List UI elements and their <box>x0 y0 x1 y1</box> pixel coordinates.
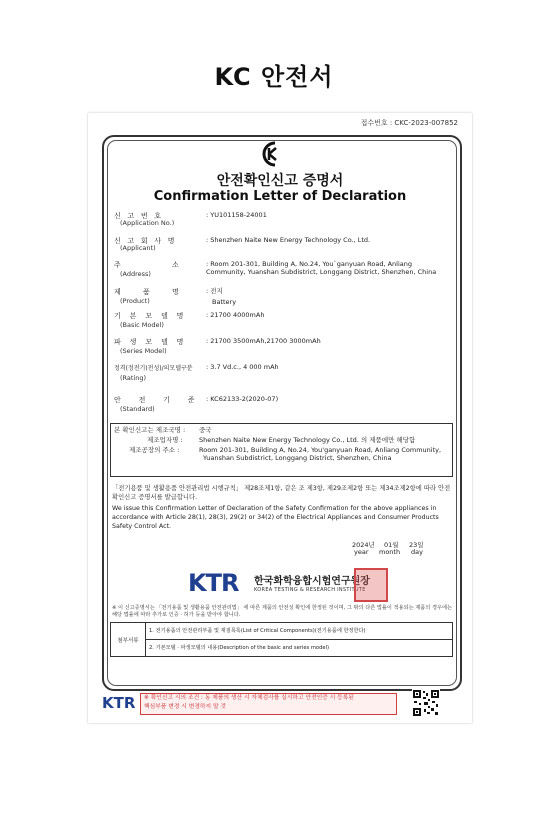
country-value: 중국 <box>199 426 212 434</box>
maker-value: Shenzhen Naite New Energy Technology Co., Ltd. 의 제품에만 해당함 <box>199 436 416 444</box>
product-label: 제 품 명 <box>114 288 179 296</box>
condition-line-1: ※ 확인신고 시의 조건 : 동 제품의 생산 시 자체검사를 실시하고 안전인증 시 등록된 <box>144 695 354 701</box>
series-model-value: : 21700 3500mAh,21700 3000mAh <box>206 337 321 345</box>
application-no-label-en: (Application No.) <box>120 219 175 227</box>
legal-paragraph-english: We issue this Confirmation Letter of Declaration of the Safety Confirmation for the above appliances in accordance with Article 28(1), 28(3), 29(2) or 34(2) of the Electrical Appliances and Consumer Products Safety Control Act. <box>112 505 439 530</box>
standard-value: : KC62133-2(2020-07) <box>206 395 279 403</box>
rating-label-en: (Rating) <box>120 374 147 382</box>
qr-code-icon <box>412 689 440 717</box>
date-month-en: month <box>379 548 401 556</box>
ktr-logo: KTR <box>188 569 239 597</box>
application-no-label: 신 고 번 호 <box>114 212 162 220</box>
factory-address-label: 제조공장의 주소 : <box>129 446 180 454</box>
series-model-label-en: (Series Model) <box>120 347 167 355</box>
address-label: 주 소 <box>114 261 179 269</box>
condition-notice <box>140 693 397 715</box>
footer-ktr-logo: KTR <box>102 694 136 712</box>
manufacturer-box <box>110 423 453 477</box>
date-day: 23일 <box>409 541 424 549</box>
attachments-label: 첨부서류 <box>111 623 146 656</box>
certificate-title-korean: 안전확인신고 증명서 <box>216 173 344 189</box>
maker-label: 제조업자명 : <box>147 436 183 444</box>
issuer-name-korean: 한국화학융합시험연구원장 <box>254 576 370 587</box>
rating-value: : 3.7 Vd.c., 4 000 mAh <box>206 363 279 371</box>
date-year: 2024년 <box>352 541 375 549</box>
address-label-en: (Address) <box>120 270 151 278</box>
factory-address-line1: Room 201-301, Building A, No.24, You'ganyuan Road, Anliang Community, <box>199 446 442 454</box>
certificate-title-english: Confirmation Letter of Declaration <box>153 189 407 204</box>
basic-model-label: 기 본 모 델 명 <box>114 312 184 320</box>
legal-note: ※ 이 신고증명서는 「전기용품 및 생활용품 안전관리법」 에 따른 제품의 안전성 확인에 한정된 것이며, 그 밖의 다른 법률이 적용되는 제품의 경우에는 해당 법률에 따라 추가로 인증 · 허가 등을 받아야 합니다. <box>112 605 452 618</box>
basic-model-label-en: (Basic Model) <box>120 321 164 329</box>
product-value: : 전지 <box>206 287 223 295</box>
series-model-label: 파 생 모 델 명 <box>114 338 184 346</box>
page-title: KC 안전서 <box>214 63 334 91</box>
country-label: 본 확인신고는 제조국명 : <box>114 426 186 434</box>
applicant-label-en: (Applicant) <box>120 244 156 252</box>
date-year-en: year <box>354 548 369 556</box>
attachments-table <box>110 622 453 657</box>
product-label-en: (Product) <box>120 297 150 305</box>
date-month: 01월 <box>384 541 399 549</box>
certificate-document <box>88 113 472 723</box>
product-value-en: Battery <box>212 298 237 306</box>
basic-model-value: : 21700 4000mAh <box>206 311 265 319</box>
issuer-name-english: KOREA TESTING & RESEARCH INSTITUTE <box>254 587 366 593</box>
receipt-number: 접수번호 : CKC-2023-007852 <box>360 119 458 127</box>
standard-label-en: (Standard) <box>120 405 155 413</box>
legal-paragraph-korean: 「전기용품 및 생활용품 안전관리법 시행규칙」 제28조제1항, 같은 조 제3항, 제29조제2항 또는 제34조제2항에 따라 안전확인신고 증명서를 발급합니다. <box>112 485 451 501</box>
official-seal-stamp <box>354 568 388 602</box>
standard-label: 안 전 기 준 <box>114 396 195 404</box>
kc-mark-icon <box>255 140 305 168</box>
applicant-label: 신 고 회 사 명 <box>114 237 175 245</box>
applicant-value: : Shenzhen Naite New Energy Technology Co., Ltd. <box>206 236 371 244</box>
condition-line-2: 핵심부품 변경 시 변경하지 말 것 <box>144 704 227 710</box>
application-no-value: : YU101158-24001 <box>206 211 267 219</box>
attachment-item-1: 1. 전기용품의 안전관리부품 및 재질목록(List of Critical Components)(전기용품에 한정한다) <box>145 623 452 640</box>
factory-address-line2: Yuanshan Subdistrict, Longgang District, Shenzhen, China <box>203 454 392 462</box>
attachment-item-2: 2. 기본모델 · 파생모델의 내용(Description of the basic and series model) <box>149 645 330 651</box>
date-day-en: day <box>411 548 423 556</box>
rating-label: 정격(정전기(전성)/의모델구분 <box>114 365 193 372</box>
address-value: : Room 201-301, Building A, No.24, You`ganyuan Road, Anliang Community, Yuanshan Subdistrict, Longgang District, Shenzhen, China <box>206 260 437 276</box>
